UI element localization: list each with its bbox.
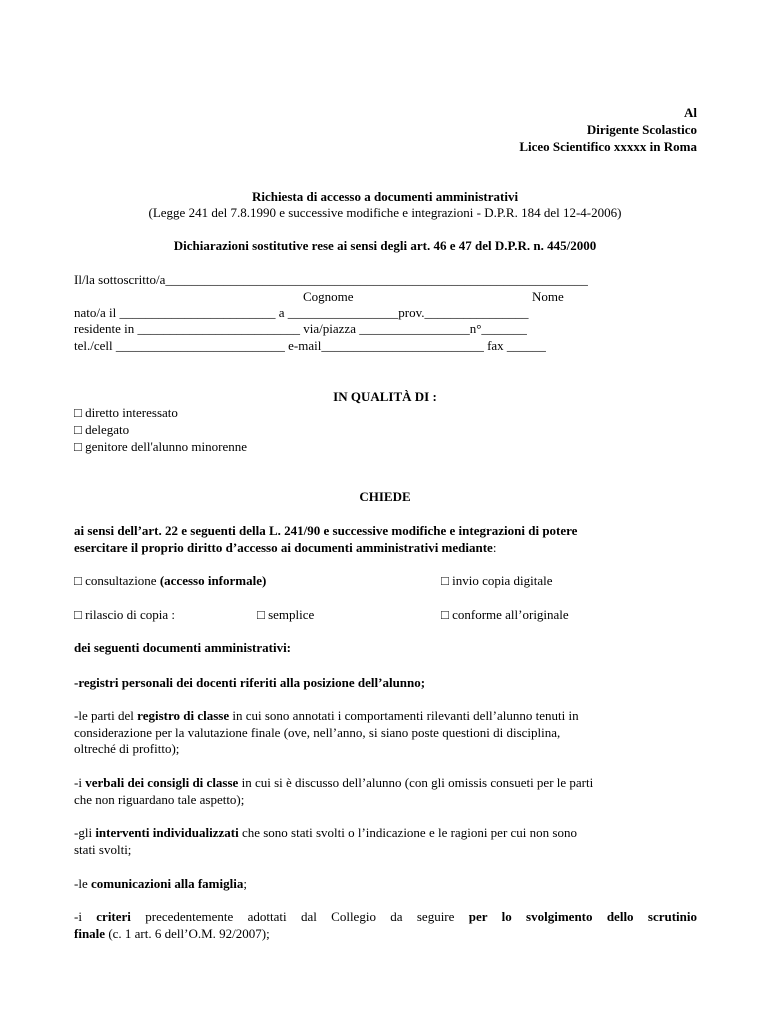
chiede-intro-line-1: ai sensi dell’art. 22 e seguenti della L. 241/90 e successive modifiche e integrazioni di potere bbox=[74, 523, 578, 538]
chiede-intro-text: esercitare il proprio diritto d’accesso ai documenti amministrativi mediante bbox=[74, 540, 493, 555]
item3-rest: in cui si è discusso dell’alunno (con gli omissis consueti per le parti bbox=[238, 775, 594, 790]
item4-bold: interventi individualizzati bbox=[95, 825, 239, 840]
qualita-heading: IN QUALITÀ DI : bbox=[333, 389, 437, 404]
label-cognome: Cognome bbox=[303, 289, 354, 304]
qualita-option-delegato: □ delegato bbox=[74, 422, 130, 437]
item3-bold: verbali dei consigli di classe bbox=[85, 775, 239, 790]
chiede-intro-colon: : bbox=[492, 540, 497, 555]
declaration-title: Dichiarazioni sostitutive rese ai sensi degli art. 46 e 47 del D.P.R. n. 445/2000 bbox=[173, 238, 597, 253]
chiede-intro-line-2 bbox=[74, 540, 496, 556]
item6-bold-scrutinio: per lo svolgimento dello scrutinio bbox=[468, 909, 697, 924]
item5-rest: ; bbox=[243, 876, 247, 891]
recipient-line-2: Dirigente Scolastico bbox=[586, 122, 697, 137]
documento-criteri bbox=[74, 909, 697, 925]
item6-middle: precedentemente adottati dal Collegio da seguire bbox=[130, 909, 469, 924]
chiede-heading: CHIEDE bbox=[359, 489, 411, 504]
qualita-option-genitore: □ genitore dell'alunno minorenne bbox=[74, 439, 248, 454]
applicant-contact-line: tel./cell __________________________ e-mail_________________________ fax ______ bbox=[74, 338, 546, 353]
item6-prefix: -i bbox=[74, 909, 97, 924]
applicant-name-line: Il/la sottoscritto/a_________________________________________________________________ bbox=[74, 272, 588, 287]
documento-verbali bbox=[74, 775, 593, 791]
document-subtitle: (Legge 241 del 7.8.1990 e successive modifiche e integrazioni - D.P.R. 184 del 12-4-2006) bbox=[148, 205, 622, 220]
mode-invio-digitale: □ invio copia digitale bbox=[441, 573, 553, 588]
mode-semplice: □ semplice bbox=[257, 607, 315, 622]
recipient-line-1: Al bbox=[684, 105, 697, 120]
documento-registro-classe-line-2: considerazione per la valutazione finale (ove, nell’anno, si siano poste questioni di disciplina, bbox=[74, 725, 561, 740]
item4-prefix: -gli bbox=[74, 825, 96, 840]
applicant-residence-line: residente in _________________________ via/piazza _________________n°_______ bbox=[74, 321, 527, 336]
item3-prefix: -i bbox=[74, 775, 86, 790]
item6-reference: (c. 1 art. 6 dell’O.M. 92/2007); bbox=[105, 926, 270, 941]
documento-verbali-line-2: che non riguardano tale aspetto); bbox=[74, 792, 245, 807]
item5-prefix: -le bbox=[74, 876, 91, 891]
applicant-birth-line: nato/a il ________________________ a _________________prov.________________ bbox=[74, 305, 529, 320]
documento-registro-classe bbox=[74, 708, 579, 724]
item5-bold: comunicazioni alla famiglia bbox=[90, 876, 244, 891]
documento-registro-classe-line-3: oltreché di profitto); bbox=[74, 741, 180, 756]
document-title: Richiesta di accesso a documenti amministrativi bbox=[251, 189, 519, 204]
item6-bold-finale: finale bbox=[74, 926, 106, 941]
documento-registri-personali: -registri personali dei docenti riferiti alla posizione dell’alunno; bbox=[74, 675, 426, 690]
label-nome: Nome bbox=[532, 289, 564, 304]
documenti-heading: dei seguenti documenti amministrativi: bbox=[74, 640, 292, 655]
mode-consultazione-label: □ consultazione bbox=[74, 573, 160, 588]
mode-rilascio-copia: □ rilascio di copia : bbox=[74, 607, 175, 622]
documento-criteri-line-2 bbox=[74, 926, 270, 942]
documento-comunicazioni bbox=[74, 876, 247, 892]
mode-consultazione-note: (accesso informale) bbox=[159, 573, 267, 588]
item2-rest: in cui sono annotati i comportamenti rilevanti dell’alunno tenuti in bbox=[229, 708, 579, 723]
qualita-option-diretto: □ diretto interessato bbox=[74, 405, 178, 420]
recipient-line-3: Liceo Scientifico xxxxx in Roma bbox=[519, 139, 697, 154]
item6-bold-criteri: criteri bbox=[96, 909, 131, 924]
mode-consultazione bbox=[74, 573, 266, 589]
item2-bold: registro di classe bbox=[137, 708, 230, 723]
documento-interventi bbox=[74, 825, 577, 841]
documento-interventi-line-2: stati svolti; bbox=[74, 842, 132, 857]
mode-conforme: □ conforme all’originale bbox=[441, 607, 569, 622]
item4-rest: che sono stati svolti o l’indicazione e le ragioni per cui non sono bbox=[238, 825, 577, 840]
item2-prefix: -le parti del bbox=[74, 708, 138, 723]
